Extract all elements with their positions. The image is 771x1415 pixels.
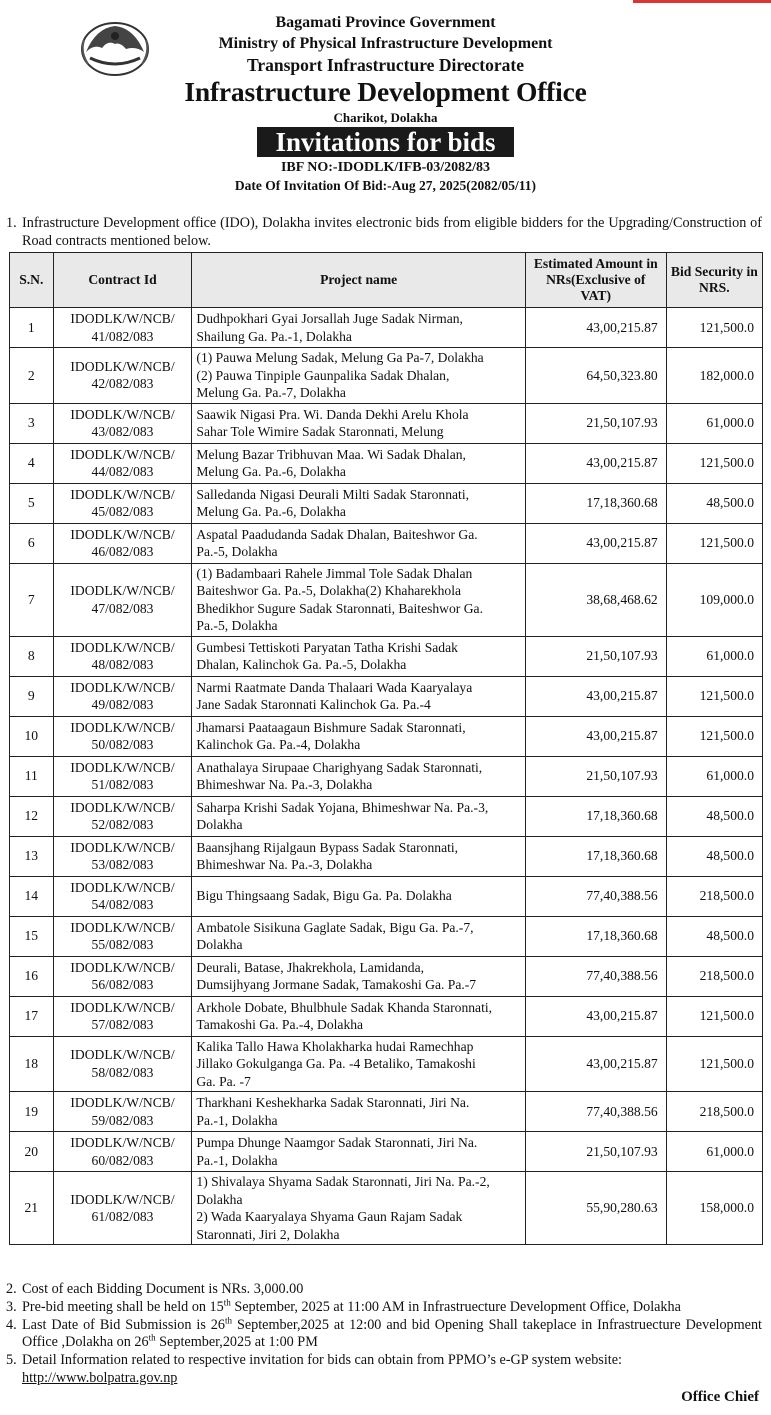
- cell-project-name: Ambatole Sisikuna Gaglate Sadak, Bigu Ga. Pa.-7, Dolakha: [192, 916, 525, 956]
- office-name: Infrastructure Development Office: [184, 76, 587, 107]
- intro-paragraph: [6, 214, 762, 250]
- notes-list: [6, 1281, 762, 1388]
- table-row: [10, 523, 763, 563]
- cell-bid-security: 48,500.0: [666, 796, 762, 836]
- table-row: [10, 1092, 763, 1132]
- cell-sn: 6: [10, 523, 54, 563]
- invitation-date: Date Of Invitation Of Bid:-Aug 27, 2025(2082/05/11): [234, 178, 537, 193]
- table-row: [10, 636, 763, 676]
- table-row: [10, 716, 763, 756]
- cell-project-name: Jhamarsi Paataagaun Bishmure Sadak Staronnati, Kalinchok Ga. Pa.-4, Dolakha: [192, 716, 525, 756]
- header-bid-security: Bid Security in NRS.: [666, 253, 762, 308]
- cell-contract-id: IDODLK/W/NCB/ 55/082/083: [53, 916, 192, 956]
- table-row: [10, 796, 763, 836]
- cell-estimated-amount: 77,40,388.56: [525, 956, 666, 996]
- table-row: [10, 996, 763, 1036]
- note-submission-deadline: [6, 1314, 762, 1353]
- ministry-name: Ministry of Physical Infrastructure Development: [218, 35, 553, 52]
- cell-project-name: (1) Pauwa Melung Sadak, Melung Ga Pa-7, Dolakha (2) Pauwa Tinpiple Gaunpalika Sadak Dhalan, Melung Ga. Pa.-7, Dolakha: [192, 348, 525, 404]
- cell-project-name: Anathalaya Sirupaae Charighyang Sadak Staronnati, Bhimeshwar Na. Pa.-3, Dolakha: [192, 756, 525, 796]
- cell-project-name: Dudhpokhari Gyai Jorsallah Juge Sadak Nirman, Shailung Ga. Pa.-1, Dolakha: [192, 308, 525, 348]
- cell-bid-security: 158,000.0: [666, 1172, 762, 1245]
- ordinal-suffix: th: [223, 1297, 231, 1308]
- header-contract-id: Contract Id: [53, 253, 192, 308]
- cell-contract-id: IDODLK/W/NCB/ 42/082/083: [53, 348, 192, 404]
- cell-contract-id: IDODLK/W/NCB/ 53/082/083: [53, 836, 192, 876]
- note-egp-info: [6, 1352, 762, 1388]
- note-text: September,2025 at 12:00 and bid Opening Shall takeplace in Infrastruecture Development Office ,Dolakha on 26: [22, 1316, 762, 1351]
- notice-title: Invitations for bids: [257, 127, 513, 157]
- cell-bid-security: 61,000.0: [666, 756, 762, 796]
- cell-sn: 19: [10, 1092, 54, 1132]
- cell-estimated-amount: 43,00,215.87: [525, 716, 666, 756]
- cell-contract-id: IDODLK/W/NCB/ 50/082/083: [53, 716, 192, 756]
- cell-estimated-amount: 17,18,360.68: [525, 836, 666, 876]
- table-row: [10, 916, 763, 956]
- cell-contract-id: IDODLK/W/NCB/ 58/082/083: [53, 1036, 192, 1092]
- table-row: [10, 676, 763, 716]
- cell-project-name: Baansjhang Rijalgaun Bypass Sadak Staronnati, Bhimeshwar Na. Pa.-3, Dolakha: [192, 836, 525, 876]
- cell-contract-id: IDODLK/W/NCB/ 51/082/083: [53, 756, 192, 796]
- cell-project-name: Saawik Nigasi Pra. Wi. Danda Dekhi Arelu Khola Sahar Tole Wimire Sadak Staronnati, Melung: [192, 403, 525, 443]
- cell-sn: 17: [10, 996, 54, 1036]
- cell-contract-id: IDODLK/W/NCB/ 44/082/083: [53, 443, 192, 483]
- cell-project-name: Kalika Tallo Hawa Kholakharka hudai Ramechhap Jillako Gokulganga Ga. Pa. -4 Betaliko, Tamakoshi Ga. Pa. -7: [192, 1036, 525, 1092]
- cell-project-name: Gumbesi Tettiskoti Paryatan Tatha Krishi Sadak Dhalan, Kalinchok Ga. Pa.-5, Dolakha: [192, 636, 525, 676]
- contracts-table: [9, 252, 763, 1245]
- note-text: Last Date of Bid Submission is 26: [22, 1316, 225, 1333]
- cell-project-name: Saharpa Krishi Sadak Yojana, Bhimeshwar Na. Pa.-3, Dolakha: [192, 796, 525, 836]
- note-text: Detail Information related to respective invitation for bids can obtain from PPMO’s e-GP system website:: [22, 1352, 622, 1369]
- cell-estimated-amount: 77,40,388.56: [525, 1092, 666, 1132]
- ordinal-suffix: th: [225, 1314, 233, 1325]
- letterhead: [0, 12, 771, 195]
- cell-project-name: Arkhole Dobate, Bhulbhule Sadak Khanda Staronnati, Tamakoshi Ga. Pa.-4, Dolakha: [192, 996, 525, 1036]
- table-row: [10, 1172, 763, 1245]
- cell-bid-security: 218,500.0: [666, 876, 762, 916]
- cell-contract-id: IDODLK/W/NCB/ 45/082/083: [53, 483, 192, 523]
- cell-bid-security: 61,000.0: [666, 636, 762, 676]
- cell-estimated-amount: 21,50,107.93: [525, 636, 666, 676]
- cell-project-name: Deurali, Batase, Jhakrekhola, Lamidanda, Dumsijhyang Jormane Sadak, Tamakoshi Ga. Pa.-7: [192, 956, 525, 996]
- signatory-title: Office Chief: [681, 1389, 759, 1405]
- cell-bid-security: 121,500.0: [666, 716, 762, 756]
- cell-sn: 12: [10, 796, 54, 836]
- header-project-name: Project name: [192, 253, 525, 308]
- cell-estimated-amount: 55,90,280.63: [525, 1172, 666, 1245]
- note-text: Pre-bid meeting shall be held on 15: [22, 1298, 224, 1315]
- table-row: [10, 1132, 763, 1172]
- cell-bid-security: 121,500.0: [666, 1036, 762, 1092]
- cell-contract-id: IDODLK/W/NCB/ 49/082/083: [53, 676, 192, 716]
- cell-estimated-amount: 21,50,107.93: [525, 1132, 666, 1172]
- cell-sn: 4: [10, 443, 54, 483]
- cell-bid-security: 121,500.0: [666, 443, 762, 483]
- cell-sn: 11: [10, 756, 54, 796]
- cell-estimated-amount: 43,00,215.87: [525, 308, 666, 348]
- cell-contract-id: IDODLK/W/NCB/ 56/082/083: [53, 956, 192, 996]
- intro-text: Infrastructure Development office (IDO), Dolakha invites electronic bids from eligible bidders for the Upgrading/Construction of Road contracts mentioned below.: [22, 215, 762, 249]
- directorate-name: Transport Infrastructure Directorate: [246, 55, 524, 75]
- cell-bid-security: 61,000.0: [666, 403, 762, 443]
- table-row: [10, 403, 763, 443]
- cell-project-name: (1) Badambaari Rahele Jimmal Tole Sadak Dhalan Baiteshwor Ga. Pa.-5, Dolakha(2) Khaharekhola Bhedikhor Sugure Sadak Staronnati, Baiteshwor Ga. Pa.-5, Dolakha: [192, 563, 525, 636]
- top-edge-mark: [633, 0, 771, 3]
- cell-bid-security: 121,500.0: [666, 996, 762, 1036]
- cell-estimated-amount: 43,00,215.87: [525, 1036, 666, 1092]
- cell-contract-id: IDODLK/W/NCB/ 61/082/083: [53, 1172, 192, 1245]
- cell-project-name: Aspatal Paadudanda Sadak Dhalan, Baiteshwor Ga. Pa.-5, Dolakha: [192, 523, 525, 563]
- note-text: Cost of each Bidding Document is NRs. 3,000.00: [22, 1281, 304, 1297]
- cell-contract-id: IDODLK/W/NCB/ 60/082/083: [53, 1132, 192, 1172]
- cell-estimated-amount: 43,00,215.87: [525, 996, 666, 1036]
- cell-estimated-amount: 43,00,215.87: [525, 676, 666, 716]
- table-row: [10, 836, 763, 876]
- table-row: [10, 443, 763, 483]
- note-text: September,2025 at 1:00 PM: [155, 1334, 318, 1351]
- cell-contract-id: IDODLK/W/NCB/ 48/082/083: [53, 636, 192, 676]
- cell-sn: 14: [10, 876, 54, 916]
- cell-bid-security: 48,500.0: [666, 836, 762, 876]
- cell-contract-id: IDODLK/W/NCB/ 41/082/083: [53, 308, 192, 348]
- cell-estimated-amount: 43,00,215.87: [525, 443, 666, 483]
- table-row: [10, 483, 763, 523]
- cell-sn: 18: [10, 1036, 54, 1092]
- header-sn: S.N.: [10, 253, 54, 308]
- cell-estimated-amount: 21,50,107.93: [525, 756, 666, 796]
- ordinal-suffix: th: [148, 1332, 156, 1343]
- table-row: [10, 563, 763, 636]
- cell-sn: 20: [10, 1132, 54, 1172]
- cell-sn: 1: [10, 308, 54, 348]
- note-text: September, 2025 at 11:00 AM in Infrastruecture Development Office, Dolakha: [230, 1298, 681, 1315]
- note-number: 5.: [6, 1352, 17, 1369]
- cell-estimated-amount: 64,50,323.80: [525, 348, 666, 404]
- cell-sn: 3: [10, 403, 54, 443]
- cell-estimated-amount: 21,50,107.93: [525, 403, 666, 443]
- cell-bid-security: 121,500.0: [666, 523, 762, 563]
- cell-contract-id: IDODLK/W/NCB/ 52/082/083: [53, 796, 192, 836]
- cell-sn: 7: [10, 563, 54, 636]
- cell-sn: 5: [10, 483, 54, 523]
- ibf-number: IBF NO:-IDODLK/IFB-03/2082/83: [280, 160, 491, 175]
- cell-estimated-amount: 43,00,215.87: [525, 523, 666, 563]
- table-header-row: [10, 253, 763, 308]
- cell-contract-id: IDODLK/W/NCB/ 43/082/083: [53, 403, 192, 443]
- cell-bid-security: 218,500.0: [666, 956, 762, 996]
- cell-bid-security: 61,000.0: [666, 1132, 762, 1172]
- cell-sn: 10: [10, 716, 54, 756]
- table-row: [10, 1036, 763, 1092]
- cell-bid-security: 121,500.0: [666, 676, 762, 716]
- cell-contract-id: IDODLK/W/NCB/ 57/082/083: [53, 996, 192, 1036]
- table-row: [10, 348, 763, 404]
- cell-project-name: Salledanda Nigasi Deurali Milti Sadak Staronnati, Melung Ga. Pa.-6, Dolakha: [192, 483, 525, 523]
- cell-project-name: Narmi Raatmate Danda Thalaari Wada Kaaryalaya Jane Sadak Staronnati Kalinchok Ga. Pa.-4: [192, 676, 525, 716]
- intro-number: 1.: [6, 215, 17, 231]
- cell-bid-security: 121,500.0: [666, 308, 762, 348]
- cell-contract-id: IDODLK/W/NCB/ 54/082/083: [53, 876, 192, 916]
- cell-contract-id: IDODLK/W/NCB/ 47/082/083: [53, 563, 192, 636]
- province-name: Bagamati Province Government: [275, 14, 496, 31]
- cell-sn: 15: [10, 916, 54, 956]
- note-number: 2.: [6, 1281, 17, 1297]
- cell-project-name: Melung Bazar Tribhuvan Maa. Wi Sadak Dhalan, Melung Ga. Pa.-6, Dolakha: [192, 443, 525, 483]
- cell-bid-security: 182,000.0: [666, 348, 762, 404]
- cell-sn: 21: [10, 1172, 54, 1245]
- office-location: Charikot, Dolakha: [333, 110, 438, 125]
- cell-project-name: 1) Shivalaya Shyama Sadak Staronnati, Jiri Na. Pa.-2, Dolakha 2) Wada Kaaryalaya Shyama Gaun Rajam Sadak Staronnati, Jiri 2, Dolakha: [192, 1172, 525, 1245]
- bolpatra-website-link[interactable]: http://www.bolpatra.gov.np: [22, 1369, 178, 1386]
- cell-estimated-amount: 38,68,468.62: [525, 563, 666, 636]
- cell-bid-security: 48,500.0: [666, 916, 762, 956]
- cell-estimated-amount: 77,40,388.56: [525, 876, 666, 916]
- note-prebid-meeting: [6, 1299, 762, 1317]
- header-estimated-amount: Estimated Amount in NRs(Exclusive of VAT): [525, 253, 666, 308]
- table-row: [10, 956, 763, 996]
- cell-project-name: Tharkhani Keshekharka Sadak Staronnati, Jiri Na. Pa.-1, Dolakha: [192, 1092, 525, 1132]
- table-row: [10, 756, 763, 796]
- cell-project-name: Pumpa Dhunge Naamgor Sadak Staronnati, Jiri Na. Pa.-1, Dolakha: [192, 1132, 525, 1172]
- note-number: 3.: [6, 1298, 17, 1315]
- table-row: [10, 308, 763, 348]
- cell-bid-security: 109,000.0: [666, 563, 762, 636]
- cell-bid-security: 48,500.0: [666, 483, 762, 523]
- cell-sn: 16: [10, 956, 54, 996]
- table-row: [10, 876, 763, 916]
- cell-sn: 2: [10, 348, 54, 404]
- cell-project-name: Bigu Thingsaang Sadak, Bigu Ga. Pa. Dolakha: [192, 876, 525, 916]
- cell-contract-id: IDODLK/W/NCB/ 46/082/083: [53, 523, 192, 563]
- note-number: 4.: [6, 1316, 17, 1333]
- cell-sn: 13: [10, 836, 54, 876]
- cell-estimated-amount: 17,18,360.68: [525, 916, 666, 956]
- cell-estimated-amount: 17,18,360.68: [525, 483, 666, 523]
- note-document-cost: [6, 1281, 762, 1299]
- cell-contract-id: IDODLK/W/NCB/ 59/082/083: [53, 1092, 192, 1132]
- cell-sn: 8: [10, 636, 54, 676]
- cell-sn: 9: [10, 676, 54, 716]
- cell-bid-security: 218,500.0: [666, 1092, 762, 1132]
- cell-estimated-amount: 17,18,360.68: [525, 796, 666, 836]
